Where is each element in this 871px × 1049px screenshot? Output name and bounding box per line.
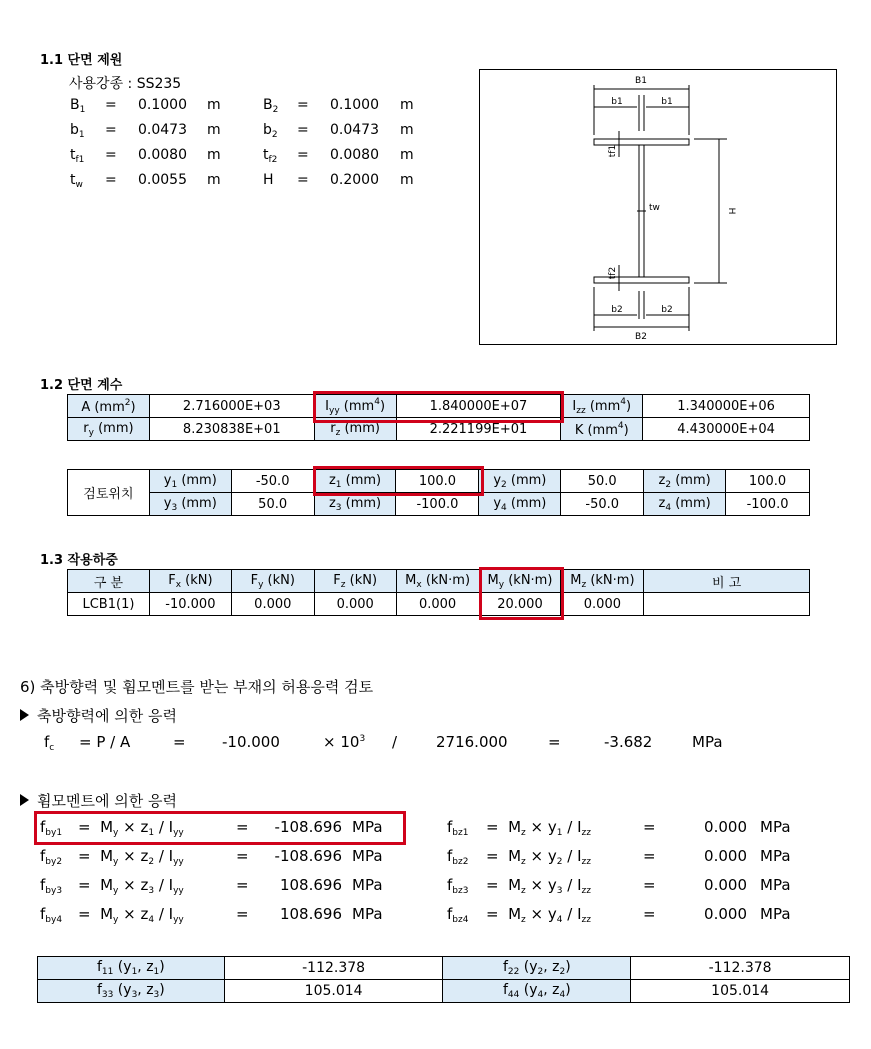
fc-slash: / (392, 733, 398, 751)
dim-eq-right: = (297, 122, 309, 138)
dim-value-right: 0.0080 (330, 147, 379, 163)
fbz-value: 0.000 (704, 905, 747, 923)
fby-value: -108.696 (274, 847, 342, 865)
fby-eq: = (236, 876, 249, 894)
fby-symbol: $f_{by3}$ (40, 876, 63, 896)
fc-eq: = (173, 733, 186, 751)
fby-eq: = (236, 847, 249, 865)
load-case: LCB1(1) (68, 593, 150, 616)
dim-value-left: 0.0473 (138, 122, 187, 138)
dim-eq-right: = (297, 97, 309, 113)
fby-eq: = (236, 818, 249, 836)
check-z3-label: $z_3$ (mm) (314, 493, 396, 516)
dim-unit-left: m (207, 172, 221, 188)
dim-value-left: 0.1000 (138, 97, 187, 113)
fbz-formula: = $M_z \times y_3 / I_{zz}$ (486, 876, 591, 896)
dim-b1-left: b1 (611, 97, 623, 107)
fbz-value: 0.000 (704, 876, 747, 894)
f22-label: $f_{22}$ ($y_2$, $z_2$) (443, 957, 631, 980)
Iyy-value: 1.840000E+07 (396, 395, 561, 418)
dim-eq-left: = (105, 147, 117, 163)
dim-unit-left: m (207, 97, 221, 113)
fby-formula: = $M_y \times z_3 / I_{yy}$ (78, 876, 184, 896)
dim-unit-left: m (207, 147, 221, 163)
check-y3-label: $y_3$ (mm) (149, 493, 231, 516)
fby-unit: MPa (352, 818, 383, 836)
dim-b2-right: b2 (661, 305, 673, 315)
triangle-bullet-icon (20, 794, 29, 806)
section-1-1-title: 1.1 단면 제원 (40, 53, 123, 68)
check-y2-label: $y_2$ (mm) (479, 470, 561, 493)
dim-value-right: 0.0473 (330, 122, 379, 138)
fby-symbol: $f_{by4}$ (40, 905, 63, 925)
dim-eq-right: = (297, 172, 309, 188)
A-value: 2.716000E+03 (149, 395, 314, 418)
dim-unit-right: m (400, 122, 414, 138)
dim-H: H (726, 207, 736, 215)
check-y1-label: $y_1$ (mm) (149, 470, 231, 493)
dim-symbol-left: $t_w$ (70, 172, 83, 190)
i-beam-diagram (479, 69, 837, 345)
dim-symbol-right: H (263, 172, 274, 188)
material-label: 사용강종 : SS235 (69, 76, 182, 92)
fc-unit: MPa (692, 733, 723, 751)
header-fy: $F_y$ (kN) (231, 570, 314, 593)
dim-B2: B2 (635, 332, 647, 342)
dim-symbol-right: $B_2$ (263, 97, 279, 115)
fbz-unit: MPa (760, 818, 791, 836)
dim-eq-right: = (297, 147, 309, 163)
dim-eq-left: = (105, 122, 117, 138)
dim-symbol-right: $t_{f2}$ (263, 147, 278, 165)
check-z4-label: $z_4$ (mm) (644, 493, 726, 516)
fc-symbol: $f_c$ (44, 733, 55, 753)
fby-unit: MPa (352, 876, 383, 894)
K-value: 4.430000E+04 (643, 418, 810, 441)
load-mx: 0.000 (396, 593, 479, 616)
Izz-label: $I_{zz}$ $(mm^4)$ (561, 395, 643, 418)
fbz-symbol: $f_{bz2}$ (447, 847, 469, 867)
check-y4-label: $y_4$ (mm) (479, 493, 561, 516)
section-1-2-title: 1.2 단면 계수 (40, 378, 123, 393)
ry-value: 8.230838E+01 (149, 418, 314, 441)
header-mz: $M_z$ (kN·m) (561, 570, 644, 593)
fby-symbol: $f_{by2}$ (40, 847, 63, 867)
load-fy: 0.000 (231, 593, 314, 616)
dim-tf1: tf1 (608, 144, 618, 158)
highlight-My (479, 567, 564, 620)
dim-tw: tw (649, 203, 660, 213)
section-1-3-title: 1.3 작용하중 (40, 553, 118, 568)
fby-unit: MPa (352, 905, 383, 923)
header-fx: $F_x$ (kN) (149, 570, 231, 593)
dim-tf2: tf2 (608, 266, 618, 280)
dim-unit-right: m (400, 147, 414, 163)
f33-label: $f_{33}$ ($y_3$, $z_3$) (38, 980, 225, 1003)
check-z3-value: -100.0 (396, 493, 479, 516)
check-z4-value: -100.0 (726, 493, 810, 516)
load-table (67, 569, 810, 616)
check-z2-value: 100.0 (726, 470, 810, 493)
fby-unit: MPa (352, 847, 383, 865)
fbz-eq: = (643, 818, 656, 836)
top-flange (594, 139, 689, 145)
section-6-title: 6) 축방향력 및 휨모멘트를 받는 부재의 허용응력 검토 (20, 678, 374, 696)
dim-symbol-right: $b_2$ (263, 122, 278, 140)
fbz-unit: MPa (760, 847, 791, 865)
check-y3-value: 50.0 (231, 493, 314, 516)
A-label: A $(mm^2)$ (68, 395, 150, 418)
axial-stress-heading: 축방향력에 의한 응력 (20, 705, 177, 726)
fc-times: × $10^3$ (323, 733, 366, 751)
check-y1-value: -50.0 (231, 470, 314, 493)
dim-symbol-left: $t_{f1}$ (70, 147, 85, 165)
dim-eq-left: = (105, 172, 117, 188)
check-z1-value: 100.0 (396, 470, 479, 493)
highlight-fby1 (34, 811, 406, 845)
f11-label: $f_{11}$ ($y_1$, $z_1$) (38, 957, 225, 980)
f11-value: -112.378 (224, 957, 443, 980)
header-fz: $F_z$ (kN) (314, 570, 396, 593)
fbz-unit: MPa (760, 905, 791, 923)
dim-unit-left: m (207, 122, 221, 138)
f33-value: 105.014 (224, 980, 443, 1003)
fby-value: 108.696 (279, 876, 342, 894)
header-my: $M_y$ (kN·m) (479, 570, 561, 593)
check-y2-value: 50.0 (561, 470, 644, 493)
dim-value-right: 0.1000 (330, 97, 379, 113)
f44-value: 105.014 (631, 980, 850, 1003)
dim-B1: B1 (635, 76, 647, 86)
fbz-value: 0.000 (704, 847, 747, 865)
Iyy-label: $I_{yy}$ $(mm^4)$ (314, 395, 396, 418)
fbz-symbol: $f_{bz1}$ (447, 818, 469, 838)
check-z1-label: $z_1$ (mm) (314, 470, 396, 493)
fby-symbol: $f_{by1}$ (40, 818, 63, 838)
highlight-z1 (313, 466, 484, 496)
fc-formula: = P / A (79, 733, 131, 751)
fbz-eq: = (643, 876, 656, 894)
fby-formula: = $M_y \times z_4 / I_{yy}$ (78, 905, 184, 925)
fc-eq2: = (548, 733, 561, 751)
fbz-symbol: $f_{bz4}$ (447, 905, 469, 925)
Izz-value: 1.340000E+06 (643, 395, 810, 418)
dim-unit-right: m (400, 97, 414, 113)
check-position-label: 검토위치 (68, 470, 150, 516)
ry-label: $r_y$ (mm) (68, 418, 150, 441)
check-y4-value: -50.0 (561, 493, 644, 516)
fbz-value: 0.000 (704, 818, 747, 836)
fc-area: 2716.000 (436, 733, 508, 751)
fby-formula: = $M_y \times z_2 / I_{yy}$ (78, 847, 184, 867)
f22-value: -112.378 (631, 957, 850, 980)
bending-stress-heading: 휨모멘트에 의한 응력 (20, 790, 177, 811)
fbz-eq: = (643, 847, 656, 865)
fby-value: -108.696 (274, 818, 342, 836)
load-note (644, 593, 810, 616)
fc-result: -3.682 (604, 733, 653, 751)
fc-p: -10.000 (222, 733, 280, 751)
fby-eq: = (236, 905, 249, 923)
header-note: 비 고 (644, 570, 810, 593)
rz-value: 2.221199E+01 (396, 418, 561, 441)
dim-symbol-left: $B_1$ (70, 97, 86, 115)
triangle-bullet-icon (20, 709, 29, 721)
dim-unit-right: m (400, 172, 414, 188)
fbz-formula: = $M_z \times y_2 / I_{zz}$ (486, 847, 591, 867)
header-case: 구 분 (68, 570, 150, 593)
fby-value: 108.696 (279, 905, 342, 923)
fbz-eq: = (643, 905, 656, 923)
load-mz: 0.000 (561, 593, 644, 616)
fbz-formula: = $M_z \times y_1 / I_{zz}$ (486, 818, 591, 838)
load-fz: 0.000 (314, 593, 396, 616)
fby-formula: = $M_y \times z_1 / I_{yy}$ (78, 818, 184, 838)
fbz-unit: MPa (760, 876, 791, 894)
combined-stress-table (37, 956, 850, 1003)
check-z2-label: $z_2$ (mm) (644, 470, 726, 493)
fbz-formula: = $M_z \times y_4 / I_{zz}$ (486, 905, 591, 925)
rz-label: $r_z$ (mm) (314, 418, 396, 441)
dim-eq-left: = (105, 97, 117, 113)
dim-value-left: 0.0080 (138, 147, 187, 163)
load-my: 20.000 (479, 593, 561, 616)
fbz-symbol: $f_{bz3}$ (447, 876, 469, 896)
K-label: K $(mm^4)$ (561, 418, 643, 441)
header-mx: $M_x$ (kN·m) (396, 570, 479, 593)
dim-b2-left: b2 (611, 305, 623, 315)
dim-symbol-left: $b_1$ (70, 122, 85, 140)
dim-value-left: 0.0055 (138, 172, 187, 188)
load-fx: -10.000 (149, 593, 231, 616)
f44-label: $f_{44}$ ($y_4$, $z_4$) (443, 980, 631, 1003)
dim-b1-right: b1 (661, 97, 673, 107)
highlight-Iyy (313, 391, 564, 423)
dim-value-right: 0.2000 (330, 172, 379, 188)
